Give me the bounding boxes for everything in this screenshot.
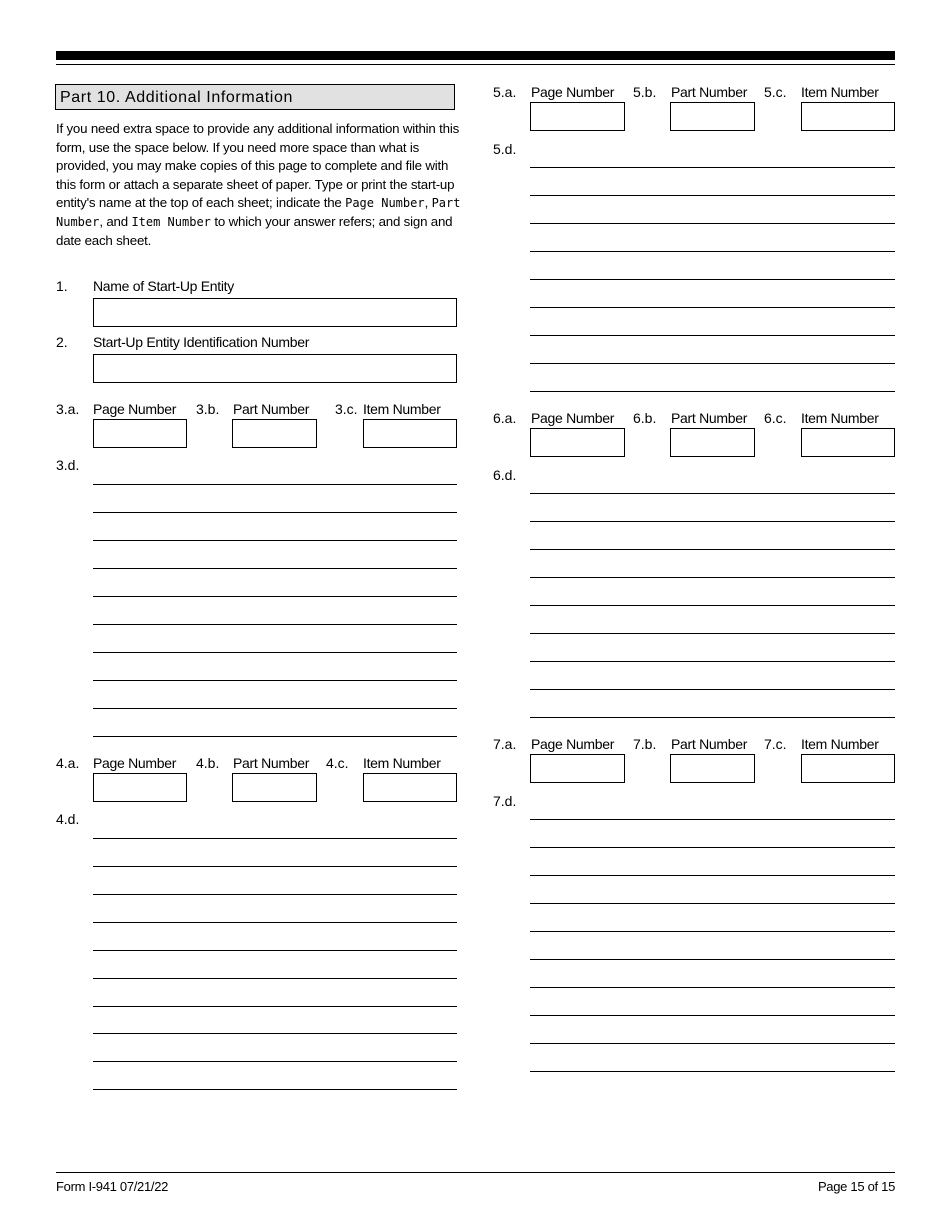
item-number: 4.d. [56,811,80,827]
part-number-label: Part Number [671,84,748,100]
item-number-label: Item Number [801,736,879,752]
item-number: 7.c. [764,736,787,752]
item-number: 7.a. [493,736,517,752]
page-number-label: Page Number [93,401,177,417]
page-number-label: Page Number [531,736,615,752]
item-number: 5.d. [493,141,517,157]
page-number-label: Page Number [531,410,615,426]
item-number: 6.a. [493,410,517,426]
page-number-field[interactable] [93,773,187,802]
part-number-field[interactable] [232,773,317,802]
footer-rule [56,1172,895,1173]
part-number-label: Part Number [671,736,748,752]
start-up-entity-id-field[interactable] [93,354,457,383]
item-number: 4.a. [56,755,80,771]
page-number-field[interactable] [530,428,625,457]
item-number: 3.d. [56,457,80,473]
part-number-label: Part Number [233,401,310,417]
part-number-field[interactable] [670,102,755,131]
item-number: 6.d. [493,467,517,483]
item-number-field[interactable] [363,419,457,448]
additional-info-3d-textarea[interactable] [93,470,457,740]
additional-info-5d-textarea[interactable] [530,153,895,393]
item-number: 3.a. [56,401,80,417]
item-number-field[interactable] [801,754,895,783]
page-number-field[interactable] [530,102,625,131]
item-number: 7.b. [633,736,657,752]
page-number-label: Page Number [531,84,615,100]
page-number-field[interactable] [93,419,187,448]
field-label: Name of Start-Up Entity [93,278,234,294]
instructions-text: If you need extra space to provide any additional information within this form, use the space below. If you need more space than what is provided, you may make copies of this page to complete and file with this form or attach a separate sheet of paper. Type or print the start-up entity's name at the top of each sheet; indicate the Page Number, Part Number, and Item Number to which your answer refers; and sign and date each sheet. [56,121,461,248]
additional-info-6d-textarea[interactable] [530,479,895,719]
page-number-field[interactable] [530,754,625,783]
item-number: 3.c. [335,401,358,417]
item-number-label: Item Number [363,755,441,771]
form-identifier: Form I-941 07/21/22 [56,1179,169,1194]
part-number-label: Part Number [671,410,748,426]
item-number: 5.c. [764,84,787,100]
part-title: Part 10. Additional Information [55,84,455,110]
item-number-field[interactable] [801,102,895,131]
item-number: 3.b. [196,401,220,417]
additional-info-7d-textarea[interactable] [530,805,895,1075]
item-number-label: Item Number [363,401,441,417]
page-indicator: Page 15 of 15 [817,1179,895,1194]
part-number-field[interactable] [670,754,755,783]
field-label: Start-Up Entity Identification Number [93,334,310,350]
item-number: 7.d. [493,793,517,809]
item-number: 4.c. [326,755,349,771]
item-number: 5.a. [493,84,517,100]
part-number-label: Part Number [233,755,310,771]
start-up-entity-name-field[interactable] [93,298,457,327]
part-number-field[interactable] [232,419,317,448]
item-number-field[interactable] [363,773,457,802]
item-number: 6.c. [764,410,787,426]
additional-info-4d-textarea[interactable] [93,824,457,1094]
item-number-label: Item Number [801,410,879,426]
item-number-label: Item Number [801,84,879,100]
page-number-label: Page Number [93,755,177,771]
header-rule [56,64,895,65]
header-bar [56,51,895,60]
part-number-field[interactable] [670,428,755,457]
item-number-field[interactable] [801,428,895,457]
item-number: 4.b. [196,755,220,771]
item-number: 1. [56,278,68,294]
item-number: 2. [56,334,68,350]
item-number: 5.b. [633,84,657,100]
item-number: 6.b. [633,410,657,426]
